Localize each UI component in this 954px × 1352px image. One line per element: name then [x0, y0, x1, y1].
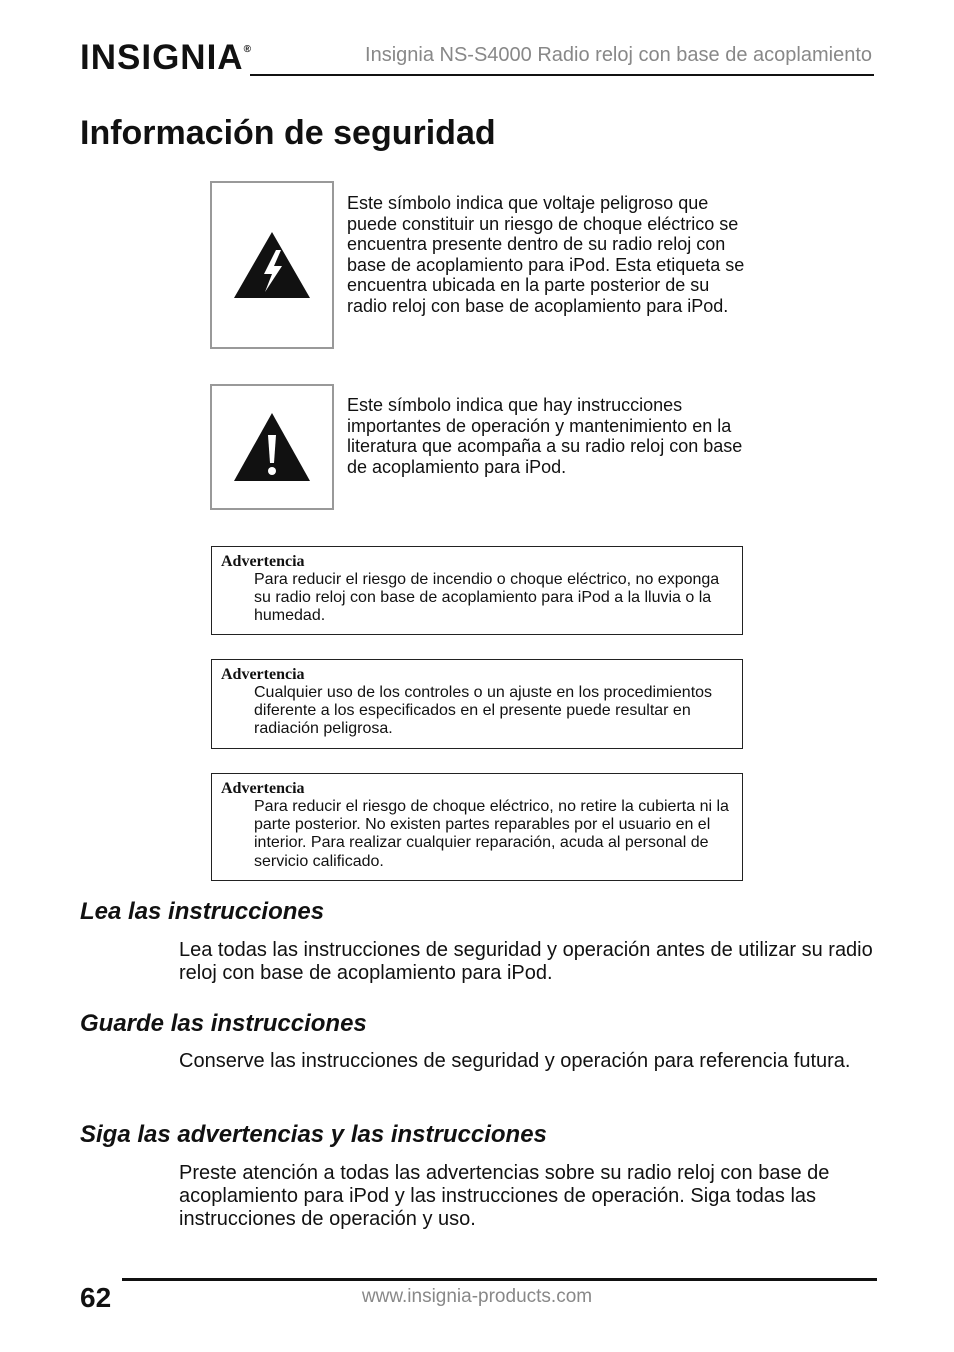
warning-box-shock	[211, 773, 743, 881]
page-number: 62	[80, 1282, 112, 1313]
exclamation-symbol-description: Este símbolo indica que hay instrucciones importantes de operación y mantenimiento en la literatura que acompaña a su radio reloj con base de acoplamiento para iPod.	[347, 395, 743, 477]
warning-title: Advertencia	[221, 780, 305, 797]
section-heading-keep: Guarde las instrucciones	[80, 1010, 367, 1037]
section-body-keep: Conserve las instrucciones de seguridad y operación para referencia futura.	[179, 1050, 851, 1072]
footer-url: www.insignia-products.com	[361, 1286, 593, 1307]
warning-title: Advertencia	[221, 666, 305, 683]
header-divider	[250, 74, 874, 76]
exclamation-warning-triangle-icon	[232, 411, 312, 483]
warning-text: Para reducir el riesgo de choque eléctrico, no retire la cubierta ni la parte posterior. No existen partes reparables por el usuario en el interior. Para realizar cualquier reparación, acuda al personal de servicio calificado.	[254, 798, 729, 870]
warning-text: Para reducir el riesgo de incendio o choque eléctrico, no exponga su radio reloj con base de acoplamiento para iPod a la lluvia o la humedad.	[254, 571, 720, 625]
lightning-symbol-description: Este símbolo indica que voltaje peligroso que puede constituir un riesgo de choque eléctrico se encuentra presente dentro de su radio reloj con base de acoplamiento para iPod. Esta etiqueta se encuentra ubicada en la parte posterior de su radio reloj con base de acoplamiento para iPod.	[347, 193, 745, 316]
warning-title: Advertencia	[221, 553, 305, 570]
logo-text: INSIGNIA	[80, 38, 244, 77]
lightning-symbol-box	[210, 181, 334, 349]
page-title: Información de seguridad	[80, 114, 496, 152]
section-body-follow: Preste atención a todas las advertencias sobre su radio reloj con base de acoplamiento para iPod y las instrucciones de operación. Siga todas las instrucciones de operación y uso.	[179, 1162, 830, 1230]
section-body-read: Lea todas las instrucciones de seguridad y operación antes de utilizar su radio reloj con base de acoplamiento para iPod.	[179, 939, 873, 984]
section-heading-follow: Siga las advertencias y las instrucciones	[80, 1121, 547, 1148]
document-title: Insignia NS-S4000 Radio reloj con base de acoplamiento	[365, 44, 872, 66]
warning-text: Cualquier uso de los controles o un ajuste en los procedimientos diferente a los especificados en el presente puede resultar en radiación peligrosa.	[254, 684, 713, 738]
registered-mark: ®	[243, 44, 252, 55]
exclamation-symbol-box	[210, 384, 334, 510]
warning-box-radiation	[211, 659, 743, 749]
footer-divider	[122, 1278, 877, 1281]
warning-box-fire	[211, 546, 743, 635]
brand-logo	[80, 38, 252, 78]
lightning-warning-triangle-icon	[232, 230, 312, 300]
section-heading-read: Lea las instrucciones	[80, 898, 325, 925]
